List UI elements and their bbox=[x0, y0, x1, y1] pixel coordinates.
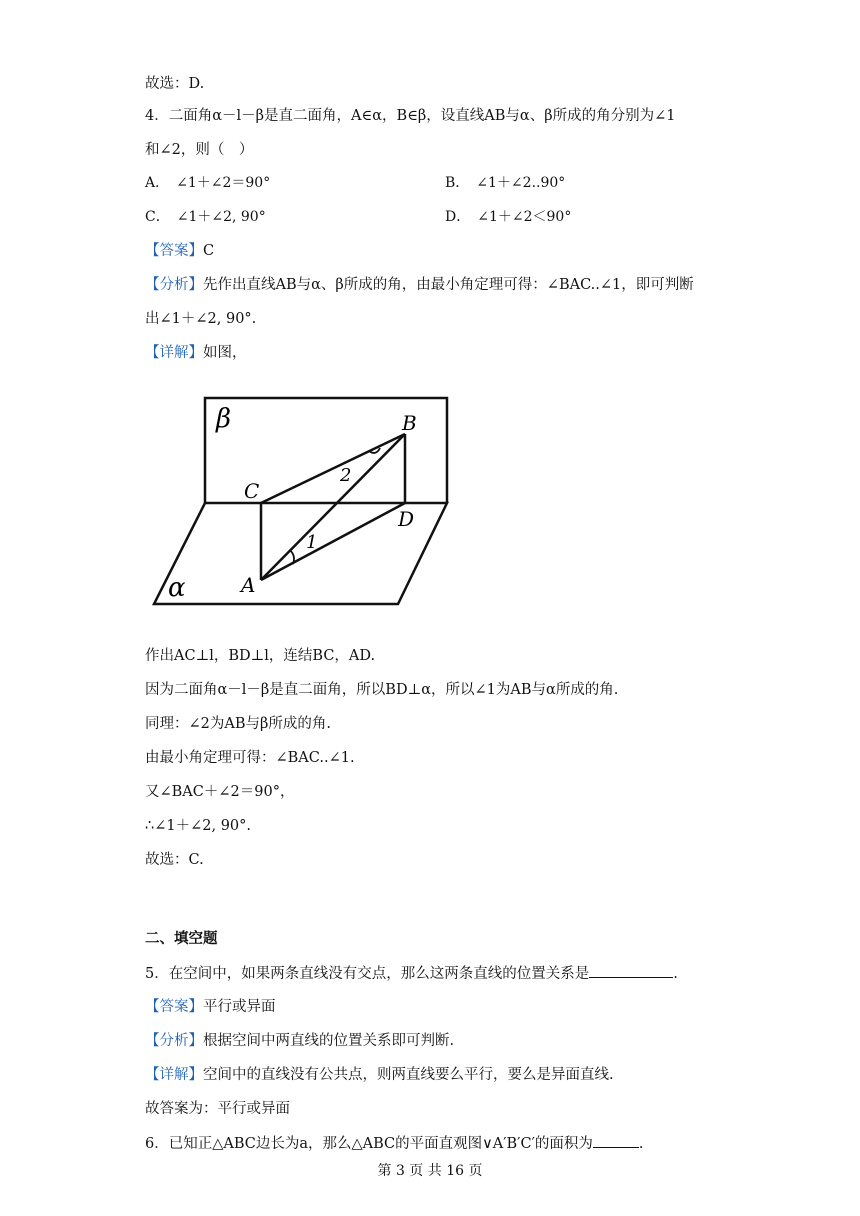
detail-tag: 【详解】 bbox=[145, 345, 203, 361]
label-b: B bbox=[402, 411, 417, 435]
detail-step-4: 由最小角定理可得：∠BAC..∠1. bbox=[145, 750, 355, 766]
detail-step-6: ∴∠1＋∠2, 90°. bbox=[145, 818, 252, 834]
answer-blank bbox=[593, 1133, 639, 1148]
detail-step-1: 作出AC⊥l，BD⊥l，连结BC，AD. bbox=[145, 648, 376, 664]
segment-ab bbox=[261, 434, 405, 580]
analysis-text: 先作出直线AB与α、β所成的角，由最小角定理可得：∠BAC..∠1，即可判断 bbox=[203, 277, 694, 293]
option-c: C． ∠1＋∠2, 90° bbox=[145, 209, 266, 225]
label-c: C bbox=[244, 479, 260, 503]
detail-line bbox=[145, 343, 247, 363]
label-a: A bbox=[241, 573, 256, 597]
detail-step-5: 又∠BAC＋∠2＝90°， bbox=[145, 784, 295, 800]
question-6-text: 6．已知正△ABC边长为a，那么△ABC的平面直观图∨A′B′C′的面积为 bbox=[145, 1136, 593, 1152]
angle-1-arc bbox=[290, 550, 294, 564]
detail-conclusion: 故选：C. bbox=[145, 852, 204, 868]
question-6-end: . bbox=[638, 1136, 644, 1152]
question-6-stem bbox=[145, 1133, 643, 1154]
dihedral-angle-figure bbox=[140, 390, 470, 615]
q5-analysis-line bbox=[145, 1031, 454, 1051]
answer-line bbox=[145, 241, 214, 261]
question-5-text: 5．在空间中，如果两条直线没有交点，那么这两条直线的位置关系是 bbox=[145, 966, 590, 982]
detail-tag: 【详解】 bbox=[145, 1067, 203, 1083]
question-4-stem-cont: 和∠2，则（ ） bbox=[145, 142, 254, 158]
answer-blank bbox=[589, 963, 673, 978]
page-footer: 第 3 页 共 16 页 bbox=[377, 1163, 483, 1179]
text-line: 故选：D. bbox=[145, 76, 205, 92]
analysis-tag: 【分析】 bbox=[145, 277, 203, 293]
option-a: A． ∠1＋∠2＝90° bbox=[145, 175, 271, 191]
q5-answer-text: 平行或异面 bbox=[203, 999, 276, 1015]
answer-tag: 【答案】 bbox=[145, 243, 203, 259]
detail-text: 如图， bbox=[203, 345, 247, 361]
question-5-stem bbox=[145, 963, 678, 984]
option-d: D． ∠1＋∠2＜90° bbox=[445, 209, 572, 225]
segment-cb bbox=[261, 434, 405, 503]
answer-value: C bbox=[203, 243, 215, 259]
detail-step-2: 因为二面角α－l－β是直二面角，所以BD⊥α，所以∠1为AB与α所成的角. bbox=[145, 682, 619, 698]
question-4-stem: 4．二面角α－l－β是直二面角，A∈α，B∈β，设直线AB与α、β所成的角分别为∠1 bbox=[145, 108, 676, 124]
label-angle-1: 1 bbox=[306, 532, 318, 553]
label-beta: β bbox=[216, 404, 232, 434]
analysis-tag: 【分析】 bbox=[145, 1033, 203, 1049]
detail-step-3: 同理：∠2为AB与β所成的角. bbox=[145, 716, 331, 732]
q5-analysis-text: 根据空间中两直线的位置关系即可判断. bbox=[203, 1033, 455, 1049]
label-alpha: α bbox=[168, 573, 186, 603]
answer-tag: 【答案】 bbox=[145, 999, 203, 1015]
option-b: B． ∠1＋∠2..90° bbox=[445, 175, 566, 191]
analysis-line-cont: 出∠1＋∠2, 90°. bbox=[145, 311, 257, 327]
q5-detail-text: 空间中的直线没有公共点，则两直线要么平行，要么是异面直线. bbox=[203, 1067, 614, 1083]
section-heading: 二、填空题 bbox=[145, 930, 218, 947]
analysis-line bbox=[145, 275, 694, 295]
question-5-end: . bbox=[673, 966, 678, 982]
segment-ad bbox=[261, 503, 405, 580]
label-angle-2: 2 bbox=[340, 465, 352, 486]
q5-detail-line bbox=[145, 1065, 614, 1085]
q5-answer-line bbox=[145, 997, 276, 1017]
q5-final-answer: 故答案为：平行或异面 bbox=[145, 1101, 290, 1117]
label-d: D bbox=[398, 507, 415, 531]
